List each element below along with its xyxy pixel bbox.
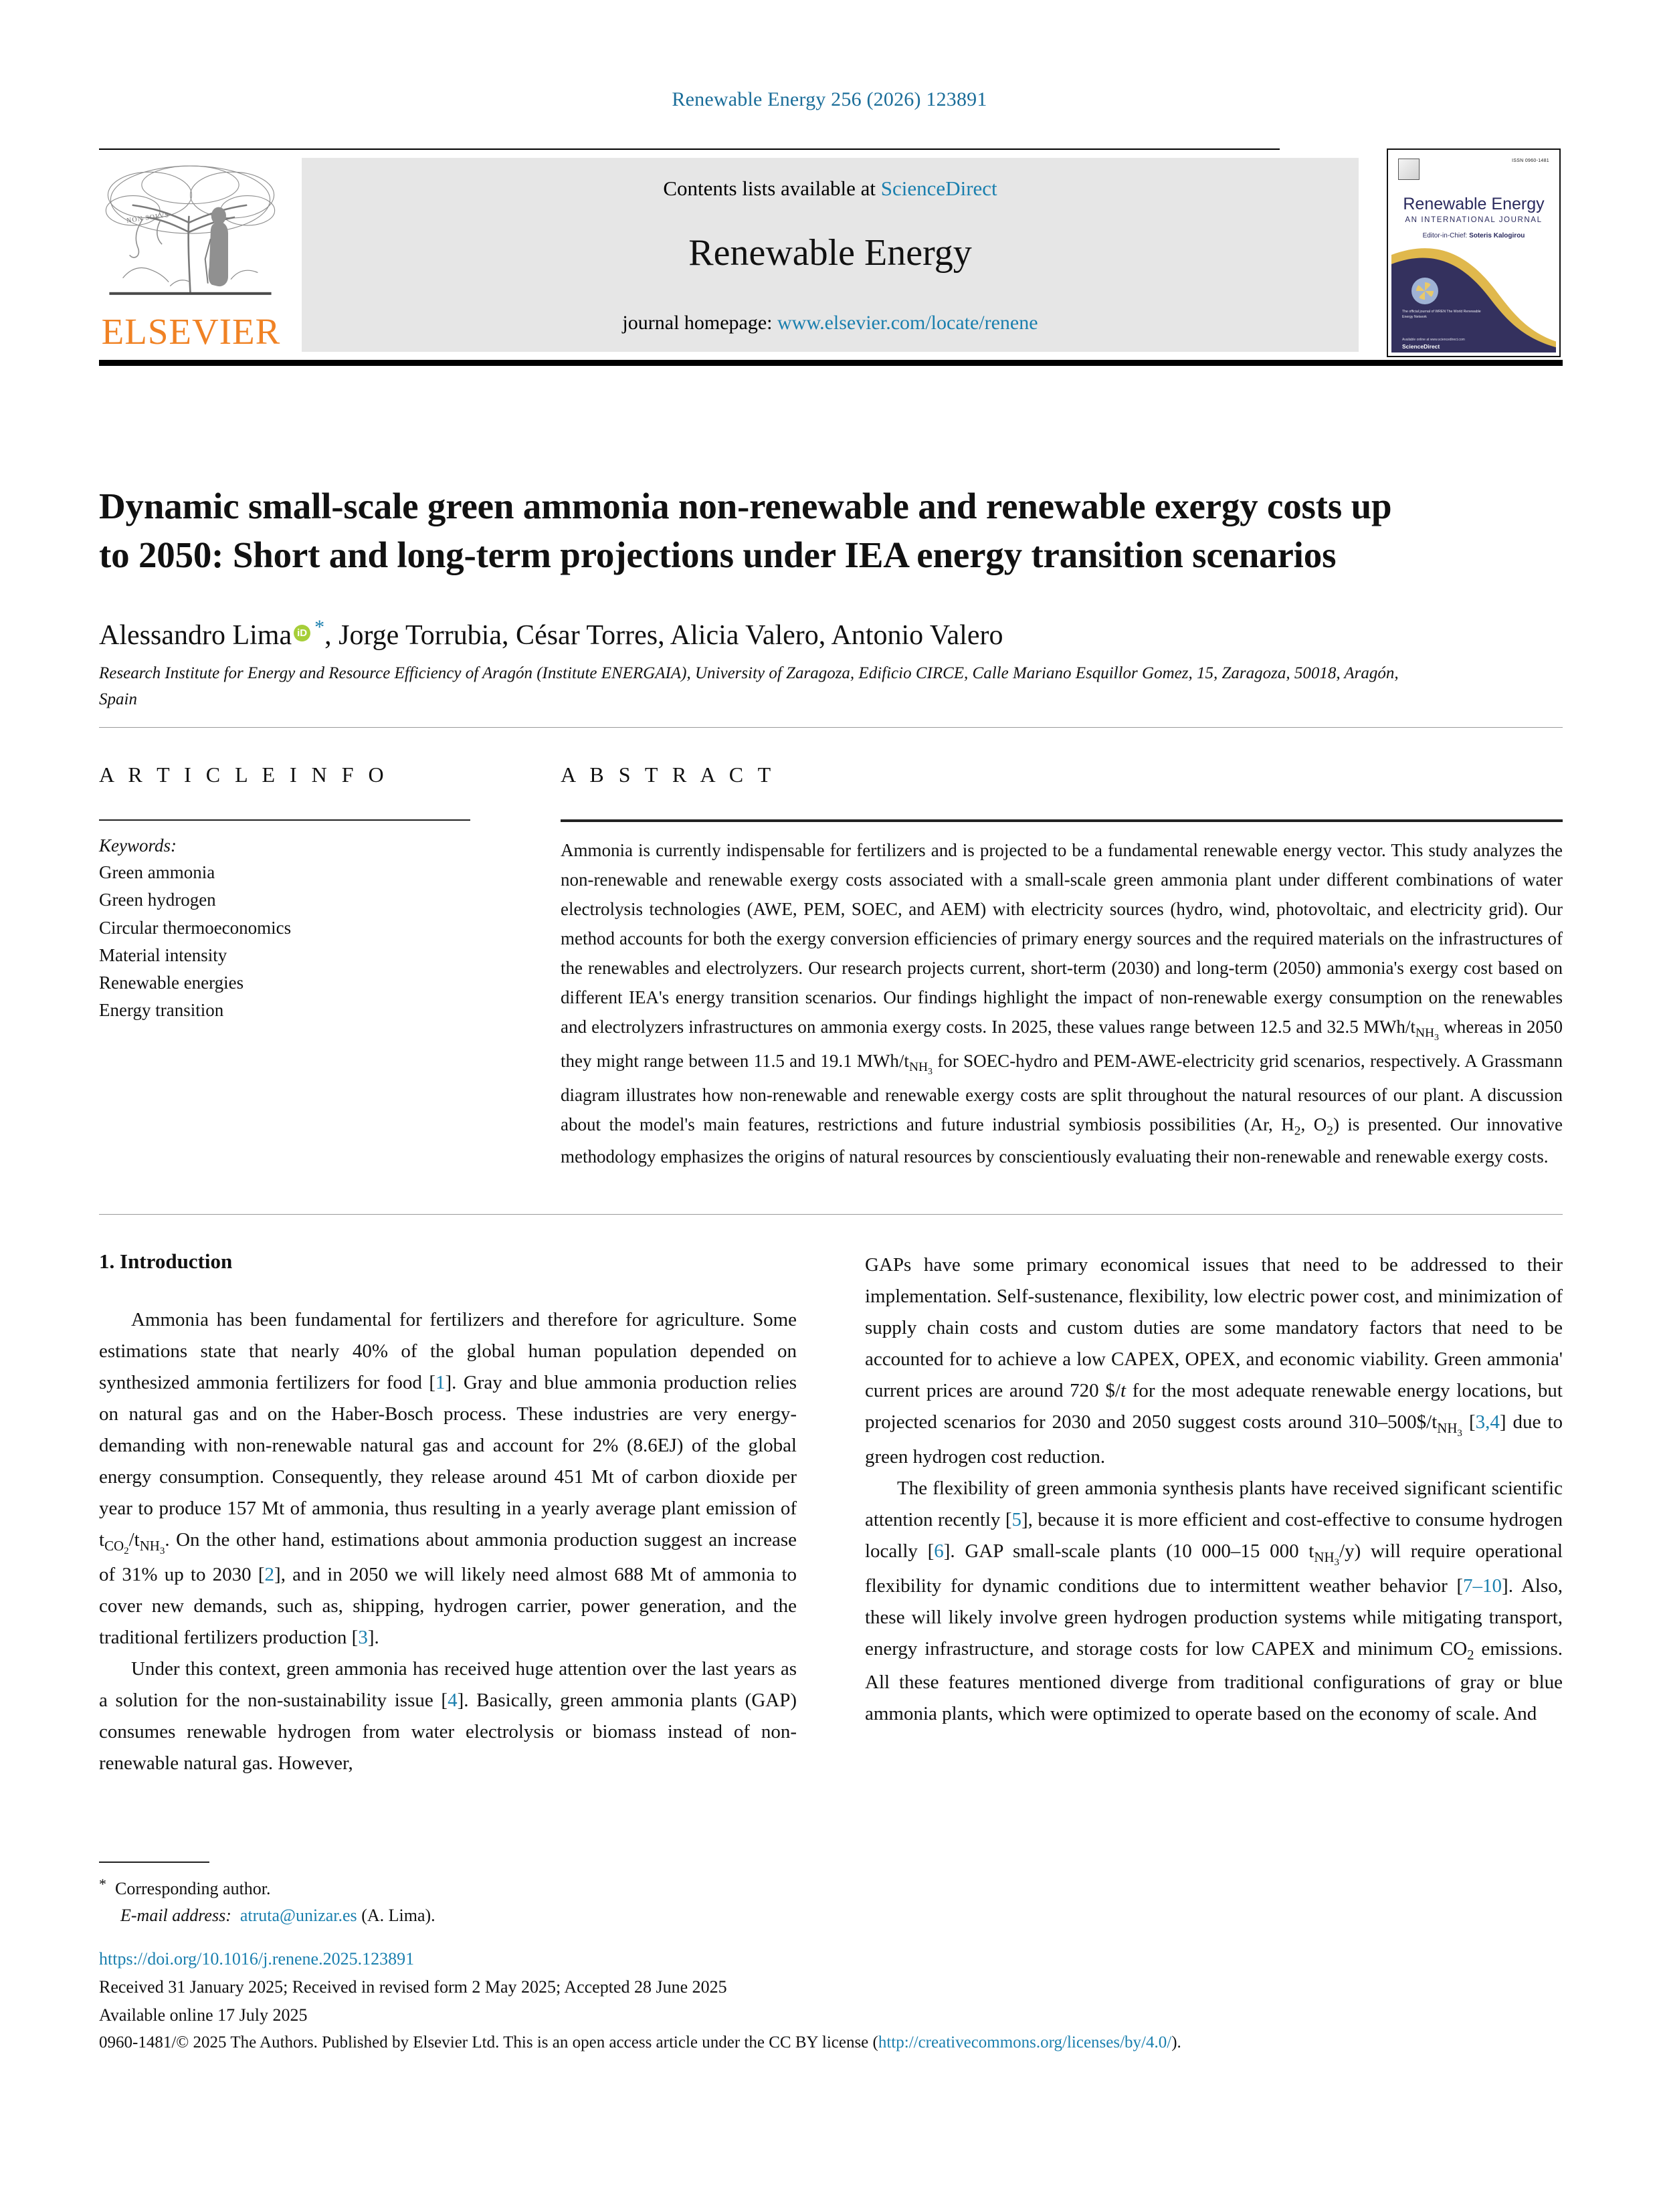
- journal-homepage-link[interactable]: www.elsevier.com/locate/renene: [777, 312, 1038, 334]
- footnote-block: [99, 1873, 835, 1930]
- cover-association-text: The official journal of WREN The World Renewable Energy Network: [1402, 310, 1481, 320]
- keyword-item: Green ammonia: [99, 862, 215, 882]
- contents-prefix-text: Contents lists available at: [663, 177, 881, 200]
- abstract-body: Ammonia is currently indispensable for fertilizers and is projected to be a fundamental renewable energy vector. This study analyzes the non-renewable and renewable exergy costs associated with a small-scale green ammonia plant under different combinations of water electrolysis technologies (AWE, PEM, SOEC, and AEM) with electricity sources (hydro, wind, photovoltaic, and electricity grid). Our method accounts for both the exergy conversion efficiencies of primary energy sources and the required materials on the infrastructures of the renewables and electrolyzers. Our research projects current, short-term (2030) and long-term (2050) ammonia's exergy cost based on different IEA's energy transition scenarios. Our findings highlight the impact of non-renewable exergy consumption on the renewables and electrolyzers infrastructures on ammonia exergy costs. In 2025, these values range between 12.5 and 32.5 MWh/$t_{NH_3}$ whereas in 2050 they might range between 11.5 and 19.1 MWh/$t_{NH_3}$ for SOEC-hydro and PEM-AWE-electricity grid scenarios, respectively. A Grassmann diagram illustrates how non-renewable and renewable exergy costs are split throughout the natural resources of our plant. A discussion about the model's main features, restrictions and future industrial symbiosis possibilities (Ar, $H_2$, $O_2$) is presented. Our innovative methodology emphasizes the origins of natural resources by conscientiously evaluating their non-renewable and renewable exergy costs.: [561, 840, 1563, 1167]
- contents-banner: [302, 158, 1359, 352]
- email-label: E-mail address:: [120, 1906, 231, 1926]
- author-affiliation: Research Institute for Energy and Resource Efficiency of Aragón (Institute ENERGAIA), University of Zaragoza, Edificio CIRCE, Calle Mariano Esquillor Gomez, 15, Zaragoza, 50018, Aragón, Spain: [99, 664, 1399, 708]
- abstract-section: [561, 763, 1563, 1171]
- running-head: Renewable Energy 256 (2026) 123891: [672, 88, 987, 110]
- abstract-heading: A B S T R A C T: [561, 763, 776, 787]
- journal-masthead: [99, 148, 1563, 356]
- journal-name: Renewable Energy: [688, 232, 972, 274]
- footnote-rule: [99, 1862, 209, 1863]
- cover-editor-name: Soteris Kalogirou: [1469, 232, 1525, 239]
- cover-journal-subtitle: AN INTERNATIONAL JOURNAL: [1405, 216, 1543, 224]
- keyword-item: Energy transition: [99, 1000, 224, 1021]
- footer-block: [99, 1945, 1564, 2057]
- sciencedirect-link[interactable]: ScienceDirect: [880, 177, 997, 200]
- keywords-list: [99, 859, 527, 1025]
- citation-ref[interactable]: 3: [358, 1627, 368, 1649]
- cover-sciencedirect-brand: ScienceDirect: [1402, 343, 1440, 350]
- doi-link[interactable]: https://doi.org/10.1016/j.renene.2025.123891: [99, 1949, 415, 1969]
- masthead-top-rule: [99, 148, 1280, 150]
- copyright-prefix: 0960-1481/© 2025 The Authors. Published by Elsevier Ltd. This is an open access article under the CC BY license (: [99, 2033, 878, 2052]
- citation-ref[interactable]: 7–10: [1463, 1575, 1502, 1597]
- orcid-icon[interactable]: iD: [294, 625, 310, 641]
- keyword-item: Material intensity: [99, 944, 227, 965]
- body-paragraph: Under this context, green ammonia has received huge attention over the last years as a solution for the non-sustainability issue [4]. Basically, green ammonia plants (GAP) consumes renewable hydrogen from water electrolysis or biomass instead of non-renewable natural gas. However,: [99, 1658, 797, 1774]
- citation-ref[interactable]: 5: [1011, 1509, 1021, 1531]
- citation-ref[interactable]: 1: [435, 1371, 446, 1393]
- article-info-section: [99, 763, 527, 1025]
- license-link[interactable]: http://creativecommons.org/licenses/by/4.0/: [878, 2033, 1172, 2052]
- citation-ref[interactable]: 2: [264, 1564, 275, 1586]
- copyright-line: [99, 2029, 1564, 2057]
- body-section-top-rule: [99, 1214, 1563, 1215]
- authors-rest: , Jorge Torrubia, César Torres, Alicia Valero, Antonio Valero: [324, 620, 1003, 651]
- body-paragraph: GAPs have some primary economical issues that need to be addressed to their implementation. Self-sustenance, flexibility, low electric power cost, and minimization of supply chain costs and custom duties are some mandatory factors that need to be accounted for to achieve a low CAPEX, OPEX, and economic viability. Green ammonia' current prices are around 720 $/t for the most adequate renewable energy locations, but projected scenarios for 2030 and 2050 suggest costs around $310-500\$/t_{NH_3}$ [3,4] due to green hydrogen cost reduction.: [865, 1254, 1563, 1468]
- received-dates: Received 31 January 2025; Received in revised form 2 May 2025; Accepted 28 June 2025: [99, 1977, 727, 1997]
- keyword-item: Green hydrogen: [99, 890, 216, 910]
- citation-ref[interactable]: 6: [934, 1540, 944, 1563]
- homepage-prefix-text: journal homepage:: [622, 312, 778, 334]
- body-paragraph: The flexibility of green ammonia synthesis plants have received significant scientific attention recently [5], because it is more efficient and cost-effective to consume hydrogen locally [6]. GAP small-scale plants (10 000–15 000 $t_{NH_3}/y$) will require operational flexibility for dynamic conditions due to intermittent weather behavior [7–10]. Also, these will likely involve green hydrogen production systems while mitigating transport, energy infrastructure, and storage costs for low CAPEX and minimum $CO_2$ emissions. All these features mentioned diverge from traditional configurations of gray or blue ammonia plants, which were optimized to operate based on the economy of scale. And: [865, 1478, 1563, 1724]
- journal-homepage-line: [302, 312, 1359, 334]
- footnote-asterisk: *: [99, 1876, 106, 1892]
- cover-elsevier-logo-icon: [1398, 159, 1420, 180]
- article-info-heading: A R T I C L E I N F O: [99, 763, 389, 787]
- article-info-rule: [99, 819, 470, 821]
- journal-cover-thumbnail[interactable]: [1387, 148, 1561, 357]
- cover-availability-text: Available online at www.sciencedirect.com: [1402, 338, 1465, 342]
- article-title: Dynamic small-scale green ammonia non-renewable and renewable exergy costs up to 2050: Short and long-term projections under IEA energy transition scenarios: [99, 485, 1392, 575]
- svg-text:NON SOLVS: NON SOLVS: [126, 211, 170, 225]
- body-column-left: [99, 1249, 797, 1779]
- corresponding-author-text: Corresponding author.: [115, 1879, 271, 1898]
- elsevier-logo: [99, 158, 290, 352]
- citation-ref[interactable]: 3,4: [1475, 1411, 1500, 1433]
- keyword-item: Circular thermoeconomics: [99, 917, 292, 938]
- author-email-link[interactable]: atruta@unizar.es: [239, 1906, 357, 1926]
- masthead-bottom-rule: [99, 360, 1563, 366]
- cover-issn: ISSN 0960-1481: [1512, 159, 1549, 163]
- abstract-rule: [561, 819, 1563, 822]
- author-list: [99, 615, 1437, 652]
- cover-wren-logo-icon: [1411, 278, 1438, 304]
- cover-editor-label: Editor-in-Chief:: [1422, 232, 1468, 239]
- elsevier-wordmark: ELSEVIER: [101, 311, 281, 352]
- body-paragraph: Ammonia has been fundamental for fertilizers and therefore for agriculture. Some estimations state that nearly 40% of the global human population depended on synthesized ammonia fertilizers for food [1]. Gray and blue ammonia production relies on natural gas and on the Haber-Bosch process. These industries are very energy-demanding with non-renewable natural gas and account for 2% (8.6EJ) of the global energy consumption. Consequently, they release around 451 Mt of carbon dioxide per year to produce 157 Mt of ammonia, thus resulting in a yearly average plant emission of $t_{CO_2}/t_{NH_3}$. On the other hand, estimations about ammonia production suggest an increase of 31% up to 2030 [2], and in 2050 we will likely need almost 688 Mt of ammonia to cover new demands, such as, shipping, hydrogen carrier, power generation, and the traditional fertilizers production [3].: [99, 1309, 797, 1649]
- cover-journal-title: Renewable Energy: [1403, 195, 1545, 213]
- email-note: [120, 1902, 835, 1929]
- contents-available-line: [302, 177, 1359, 201]
- available-online-date: Available online 17 July 2025: [99, 2005, 308, 2025]
- corresponding-author-marker[interactable]: *: [314, 616, 325, 638]
- info-section-top-rule: [99, 727, 1563, 728]
- keywords-label: Keywords:: [99, 835, 177, 856]
- author-first: Alessandro Lima: [99, 620, 292, 651]
- copyright-suffix: ).: [1171, 2033, 1181, 2052]
- corresponding-author-note: [99, 1873, 835, 1902]
- keyword-item: Renewable energies: [99, 973, 244, 993]
- email-suffix: (A. Lima).: [361, 1906, 435, 1926]
- section-heading-introduction: 1. Introduction: [99, 1249, 233, 1273]
- citation-ref[interactable]: 4: [448, 1689, 458, 1711]
- journal-cover-inner: [1391, 153, 1556, 353]
- body-column-right: [865, 1249, 1563, 1730]
- elsevier-tree-icon: [102, 158, 279, 306]
